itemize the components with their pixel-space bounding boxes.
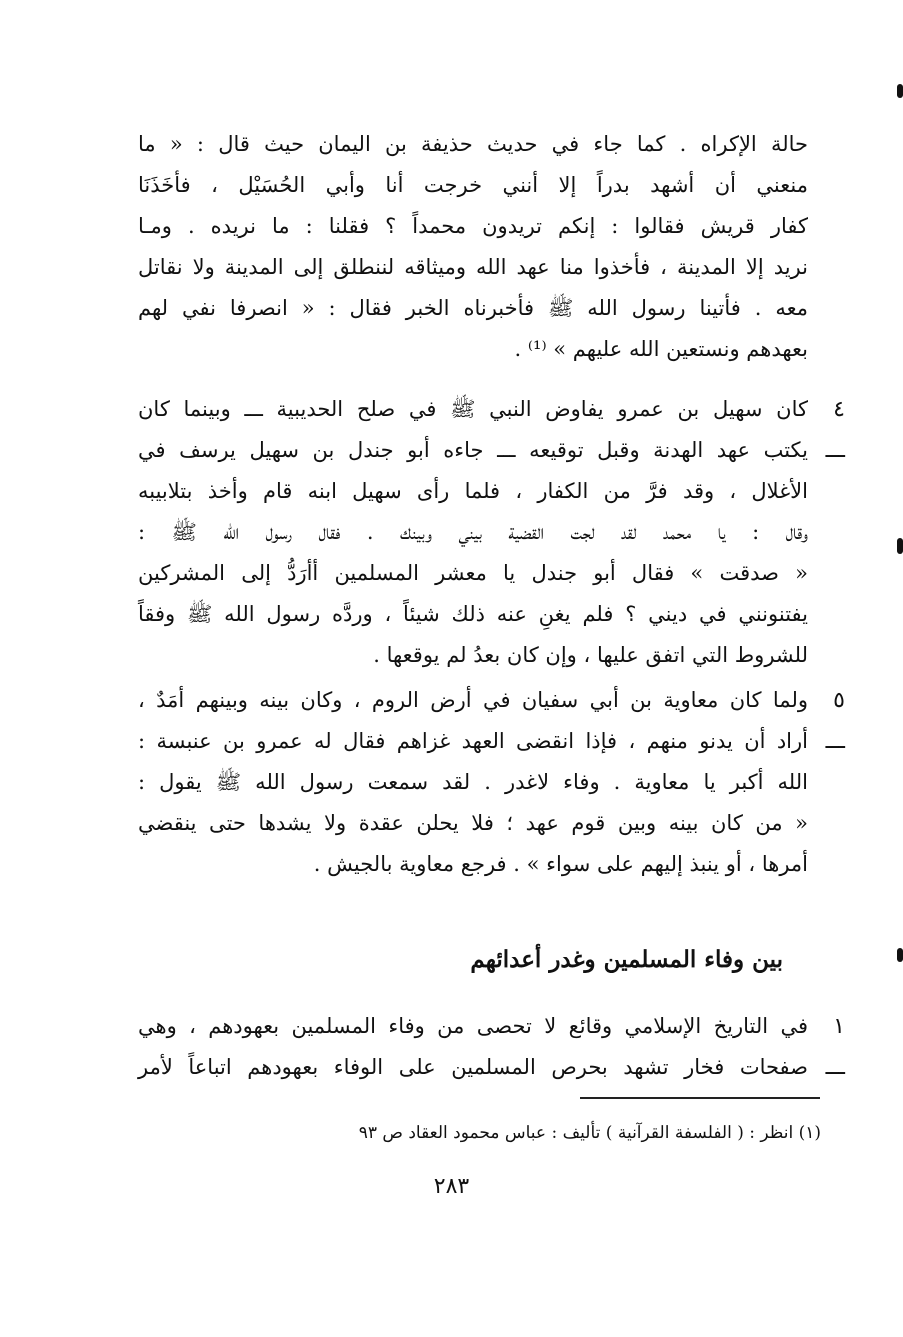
- scan-edge-mark: [897, 948, 903, 962]
- text-line: « صدقت » فقال أبو جندل يا معشر المسلمين أأرَدُّ إلى المشركين: [138, 561, 808, 585]
- text-line: الله أكبر يا معاوية . وفاء لاغدر . لقد سمعت رسول الله ﷺ يقول :: [138, 770, 808, 794]
- text-line: كفار قريش فقالوا : إنكم تريدون محمداً ؟ فقلنا : ما نريده . ومـا: [138, 214, 808, 238]
- text-line: يفتنونني في ديني ؟ فلم يغنِ عنه ذلك شيئاً ، وردَّه رسول الله ﷺ وفقاً: [138, 602, 808, 626]
- text-line: يكتب عهد الهدنة وقبل توقيعه ـــ جاءه أبو جندل بن سهيل يرسف في: [138, 438, 808, 462]
- item-4-paragraph: [138, 389, 808, 676]
- item-1-number: ١ ـــ: [825, 1014, 845, 1080]
- text-line: معه . فأتينا رسول الله ﷺ فأخبرناه الخبر فقال : « انصرفا نفي لهم: [138, 296, 808, 320]
- text-line: منعني أن أشهد بدراً إلا أنني خرجت أنا وأبي الحُسَيْل ، فأخَذَنَا: [138, 173, 808, 197]
- text-line: كان سهيل بن عمرو يفاوض النبي ﷺ في صلح الحديبية ـــ وبينما كان: [138, 397, 808, 421]
- text-line: أمرها ، أو ينبذ إليهم على سواء » . فرجع معاوية بالجيش .: [313, 852, 808, 876]
- item-4-number: ٤ ـــ: [825, 397, 845, 463]
- text-line: أراد أن يدنو منهم ، فإذا انقضى العهد غزاهم فقال له عمرو بن عنبسة :: [138, 729, 808, 753]
- text-line: حالة الإكراه . كما جاء في حديث حذيفة بن اليمان حيث قال : « ما: [138, 132, 808, 156]
- paragraph-continuation: [138, 124, 808, 370]
- item-5-number: ٥ ـــ: [825, 688, 845, 754]
- item-1-paragraph: [138, 1006, 808, 1088]
- text-line: ولما كان معاوية بن أبي سفيان في أرض الروم ، وكان بينه وبينهم أمَدٌ ،: [138, 688, 808, 712]
- text-line: بعهدهم ونستعين الله عليهم » ⁽¹⁾ .: [514, 337, 808, 361]
- text-line: صفحات فخار تشهد بحرص المسلمين على الوفاء بعهودهم اتباعاً لأمر: [138, 1055, 808, 1079]
- scan-edge-mark: [897, 538, 903, 554]
- scan-edge-mark: [897, 84, 903, 98]
- footnote-divider: [580, 1097, 820, 1099]
- text-line: في التاريخ الإسلامي وقائع لا تحصى من وفاء المسلمين بعهودهم ، وهي: [138, 1014, 808, 1038]
- item-5-paragraph: [138, 680, 808, 885]
- text-line: الأغلال ، وقد فرَّ من الكفار ، فلما رأى سهيل ابنه قام وأخذ بتلابيبه: [138, 479, 808, 503]
- page-number: ٢٨٣: [433, 1174, 470, 1199]
- text-line: نريد إلا المدينة ، فأخذوا منا عهد الله وميثاقه لننطلق إلى المدينة ولا نقاتل: [138, 255, 808, 279]
- text-line: للشروط التي اتفق عليها ، وإن كان بعدُ لم يوقعها .: [373, 643, 808, 667]
- footnote: (١) انظر : ( الفلسفة القرآنية ) تأليف : عباس محمود العقاد ص ٩٣: [358, 1123, 821, 1143]
- text-line: وقال : يا محمد لقد لجت القضية بيني وبينك . فقال رسول الله ﷺ :: [138, 520, 808, 544]
- section-heading: بين وفاء المسلمين وغدر أعدائهم: [470, 946, 783, 973]
- text-line: « من كان بينه وبين قوم عهد ؛ فلا يحلن عقدة ولا يشدها حتى ينقضي: [138, 811, 808, 835]
